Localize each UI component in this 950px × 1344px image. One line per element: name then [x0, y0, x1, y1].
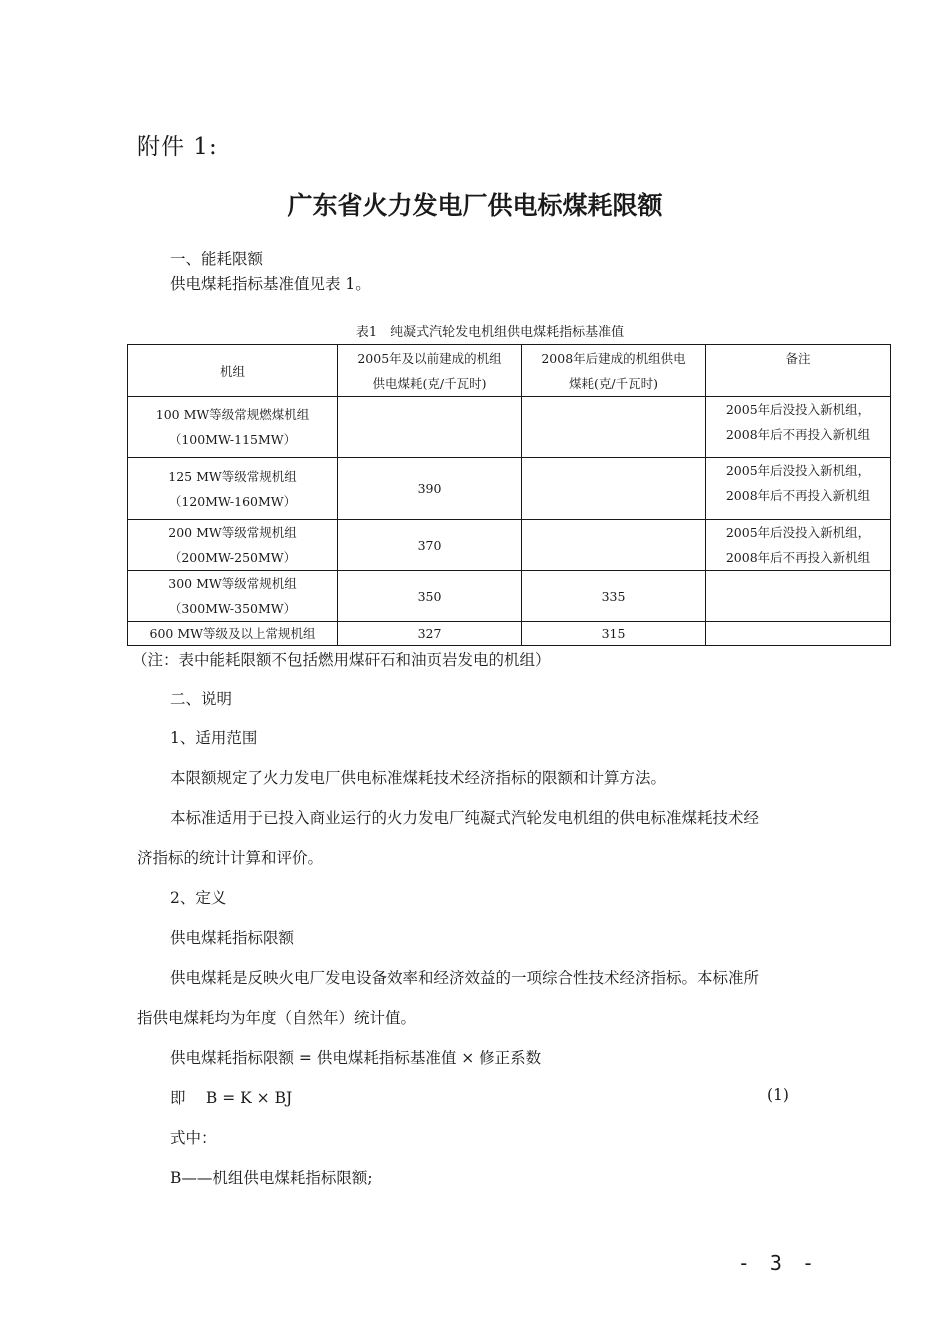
- section2-heading: 二、说明: [170, 690, 233, 708]
- table-row: [128, 622, 891, 646]
- cell-after-2008: [522, 520, 706, 571]
- cell-before-2005: 350: [338, 571, 522, 622]
- scope-heading: 1、适用范围: [170, 729, 258, 747]
- definition-b: B——机组供电煤耗指标限额;: [170, 1169, 373, 1187]
- cell-unit: 600 MW等级及以上常规机组: [128, 622, 338, 646]
- section1-intro: 供电煤耗指标基准值见表 1。: [170, 275, 371, 293]
- remark-line1: 2005年后没投入新机组，: [725, 525, 871, 540]
- table-row: [128, 458, 891, 520]
- scope-paragraph-2-line2: 济指标的统计计算和评价。: [137, 849, 324, 867]
- unit-range: （200MW-250MW）: [168, 550, 297, 565]
- cell-after-2008: [522, 397, 706, 458]
- cell-before-2005: 327: [338, 622, 522, 646]
- scope-paragraph-2-line1: 本标准适用于已投入商业运行的火力发电厂纯凝式汽轮发电机组的供电标准煤耗技术经: [170, 809, 760, 827]
- definition-subheading: 供电煤耗指标限额: [170, 929, 295, 947]
- unit-name: 125 MW等级常规机组: [168, 468, 297, 484]
- header-after-2008: [522, 345, 706, 397]
- remark-line1: 2005年后没投入新机组，: [725, 463, 871, 478]
- cell-after-2008: [522, 458, 706, 520]
- page-number: - 3 -: [737, 1251, 818, 1275]
- formula-text: 供电煤耗指标限额 = 供电煤耗指标基准值 × 修正系数: [170, 1049, 542, 1067]
- table-note: （注：表中能耗限额不包括燃用煤矸石和油页岩发电的机组）: [132, 651, 551, 669]
- cell-after-2008: 315: [522, 622, 706, 646]
- table-caption: 表1 纯凝式汽轮发电机组供电煤耗指标基准值: [355, 325, 625, 340]
- cell-unit: [128, 458, 338, 520]
- unit-name: 300 MW等级常规机组: [168, 576, 297, 591]
- table-row: [128, 397, 891, 458]
- cell-remark: [706, 458, 891, 520]
- document-title: 广东省火力发电厂供电标煤耗限额: [287, 191, 663, 220]
- table-row: [128, 520, 891, 571]
- cell-before-2005: 370: [338, 520, 522, 571]
- header-before-2005-line2: 供电煤耗(克/千瓦时): [372, 376, 487, 391]
- remark-line2: 2008年后不再投入新机组: [725, 427, 871, 442]
- cell-after-2008: 335: [522, 571, 706, 622]
- formula-where: 式中：: [170, 1129, 217, 1147]
- formula-equation: 即 B = K × BJ: [170, 1089, 293, 1107]
- header-after-2008-line1: 2008年后建成的机组供电: [541, 351, 686, 366]
- unit-name: 200 MW等级常规机组: [168, 525, 297, 540]
- remark-line2: 2008年后不再投入新机组: [725, 488, 871, 503]
- formula-number: (1): [767, 1086, 789, 1104]
- header-unit: 机组: [128, 345, 338, 397]
- cell-remark: [706, 397, 891, 458]
- cell-remark: [706, 520, 891, 571]
- definition-paragraph-line2: 指供电煤耗均为年度（自然年）统计值。: [137, 1009, 417, 1027]
- attachment-label: 附件 1:: [137, 134, 218, 160]
- cell-unit: [128, 520, 338, 571]
- table-row: [128, 571, 891, 622]
- unit-range: （300MW-350MW）: [168, 601, 297, 616]
- cell-remark: [706, 571, 891, 622]
- coal-consumption-table: [127, 344, 891, 646]
- table-header-row: [128, 345, 891, 397]
- unit-range: （120MW-160MW）: [168, 493, 297, 509]
- unit-name: 100 MW等级常规燃煤机组: [155, 407, 310, 422]
- header-before-2005-line1: 2005年及以前建成的机组: [357, 351, 502, 366]
- section1-heading: 一、能耗限额: [170, 250, 264, 268]
- scope-paragraph-1: 本限额规定了火力发电厂供电标准煤耗技术经济指标的限额和计算方法。: [170, 769, 667, 787]
- remark-line2: 2008年后不再投入新机组: [725, 550, 871, 565]
- cell-unit: [128, 397, 338, 458]
- header-before-2005: [338, 345, 522, 397]
- definition-heading: 2、定义: [170, 889, 227, 907]
- header-remark: 备注: [706, 345, 891, 397]
- header-after-2008-line2: 煤耗(克/千瓦时): [569, 376, 658, 391]
- remark-line1: 2005年后没投入新机组，: [725, 402, 871, 417]
- cell-unit: [128, 571, 338, 622]
- unit-range: （100MW-115MW）: [168, 432, 297, 447]
- cell-remark: [706, 622, 891, 646]
- cell-before-2005: [338, 397, 522, 458]
- cell-before-2005: 390: [338, 458, 522, 520]
- definition-paragraph-line1: 供电煤耗是反映火电厂发电设备效率和经济效益的一项综合性技术经济指标。本标准所: [170, 969, 760, 987]
